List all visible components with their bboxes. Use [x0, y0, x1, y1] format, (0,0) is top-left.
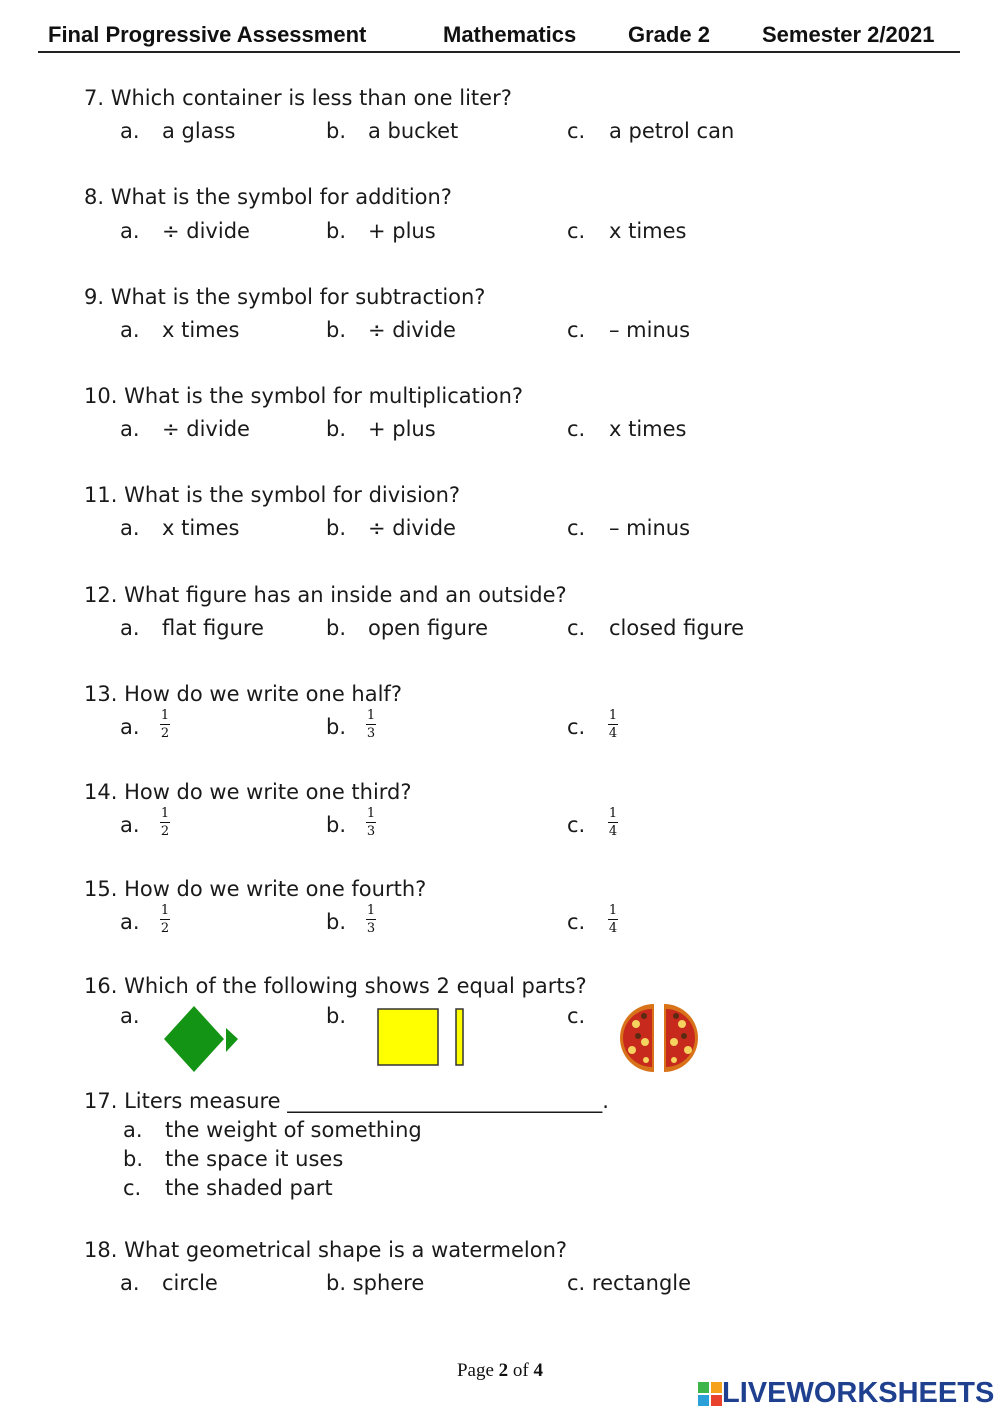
header-title: Final Progressive Assessment: [48, 22, 367, 47]
question-18: 18. What geometrical shape is a watermelon?: [84, 1238, 568, 1262]
q15-option-b[interactable]: b.: [326, 910, 347, 934]
question-13: 13. How do we write one half?: [84, 682, 402, 706]
liveworksheets-icon: [698, 1382, 722, 1406]
green-diamond-image: [162, 1006, 242, 1074]
q7-option-b[interactable]: b. a bucket: [326, 119, 459, 143]
q18-option-c[interactable]: c. rectangle: [567, 1271, 692, 1295]
q14-option-c[interactable]: c.: [567, 813, 586, 837]
q13-fraction-b: 1 3: [366, 708, 376, 741]
liveworksheets-text: LIVEWORKSHEETS: [722, 1377, 995, 1409]
q15-fraction-c: 1 4: [608, 903, 618, 936]
q17-option-c[interactable]: c. the shaded part: [123, 1176, 333, 1200]
q17-option-b[interactable]: b. the space it uses: [123, 1147, 344, 1171]
q8-option-c[interactable]: c. x times: [567, 219, 687, 243]
header-semester: Semester 2/2021: [762, 22, 935, 47]
question-9: 9. What is the symbol for subtraction?: [84, 285, 486, 309]
q10-option-b[interactable]: b. + plus: [326, 417, 436, 441]
question-15: 15. How do we write one fourth?: [84, 877, 427, 901]
q14-fraction-c: 1 4: [608, 806, 618, 839]
q13-option-c[interactable]: c.: [567, 715, 586, 739]
page-number: Page 2 of 4: [456, 1360, 543, 1381]
q14-option-b[interactable]: b.: [326, 813, 347, 837]
pizza-halves-image: [618, 1002, 704, 1074]
q12-option-b[interactable]: b. open figure: [326, 616, 489, 640]
q16-option-a[interactable]: a.: [120, 1004, 140, 1028]
q15-fraction-a: 1 2: [160, 903, 170, 936]
q18-option-b[interactable]: b. sphere: [326, 1271, 425, 1295]
diamond-large-part: [164, 1006, 224, 1072]
q10-option-c[interactable]: c. x times: [567, 417, 687, 441]
q16-option-b[interactable]: b.: [326, 1004, 347, 1028]
yellow-square-image: [377, 1008, 467, 1068]
square-thin-part: [456, 1009, 463, 1065]
q18-option-a[interactable]: a. circle: [120, 1271, 218, 1295]
question-11: 11. What is the symbol for division?: [84, 483, 461, 507]
header-grade: Grade 2: [628, 22, 710, 47]
question-10: 10. What is the symbol for multiplication?: [84, 384, 524, 408]
q9-option-c[interactable]: c. – minus: [567, 318, 691, 342]
question-12: 12. What figure has an inside and an outside?: [84, 583, 567, 607]
q12-option-a[interactable]: a. flat figure: [120, 616, 264, 640]
q9-option-b[interactable]: b. ÷ divide: [326, 318, 456, 342]
q10-option-a[interactable]: a. ÷ divide: [120, 417, 250, 441]
header-subject: Mathematics: [443, 22, 577, 47]
q15-option-c[interactable]: c.: [567, 910, 586, 934]
q11-option-c[interactable]: c. – minus: [567, 516, 691, 540]
q8-option-b[interactable]: b. + plus: [326, 219, 436, 243]
q17-option-a[interactable]: a. the weight of something: [123, 1118, 422, 1142]
q14-option-a[interactable]: a.: [120, 813, 140, 837]
diamond-small-part: [226, 1028, 238, 1052]
q12-option-c[interactable]: c. closed figure: [567, 616, 745, 640]
q13-option-a[interactable]: a.: [120, 715, 140, 739]
q13-fraction-c: 1 4: [608, 708, 618, 741]
question-17: 17. Liters measure ______________________________.: [84, 1089, 609, 1113]
q9-option-a[interactable]: a. x times: [120, 318, 240, 342]
q13-fraction-a: 1 2: [160, 708, 170, 741]
q7-option-c[interactable]: c. a petrol can: [567, 119, 735, 143]
question-16: 16. Which of the following shows 2 equal parts?: [84, 974, 587, 998]
q15-fraction-b: 1 3: [366, 903, 376, 936]
q15-option-a[interactable]: a.: [120, 910, 140, 934]
q11-option-b[interactable]: b. ÷ divide: [326, 516, 456, 540]
question-14: 14. How do we write one third?: [84, 780, 412, 804]
liveworksheets-logo[interactable]: [698, 1377, 994, 1410]
q7-option-a[interactable]: a. a glass: [120, 119, 236, 143]
question-7: 7. Which container is less than one liter?: [84, 86, 512, 110]
q11-option-a[interactable]: a. x times: [120, 516, 240, 540]
q14-fraction-b: 1 3: [366, 806, 376, 839]
q14-fraction-a: 1 2: [160, 806, 170, 839]
q8-option-a[interactable]: a. ÷ divide: [120, 219, 250, 243]
question-8: 8. What is the symbol for addition?: [84, 185, 452, 209]
q16-option-c[interactable]: c.: [567, 1004, 586, 1028]
square-large-part: [378, 1009, 438, 1065]
q13-option-b[interactable]: b.: [326, 715, 347, 739]
header-divider: [38, 51, 960, 53]
